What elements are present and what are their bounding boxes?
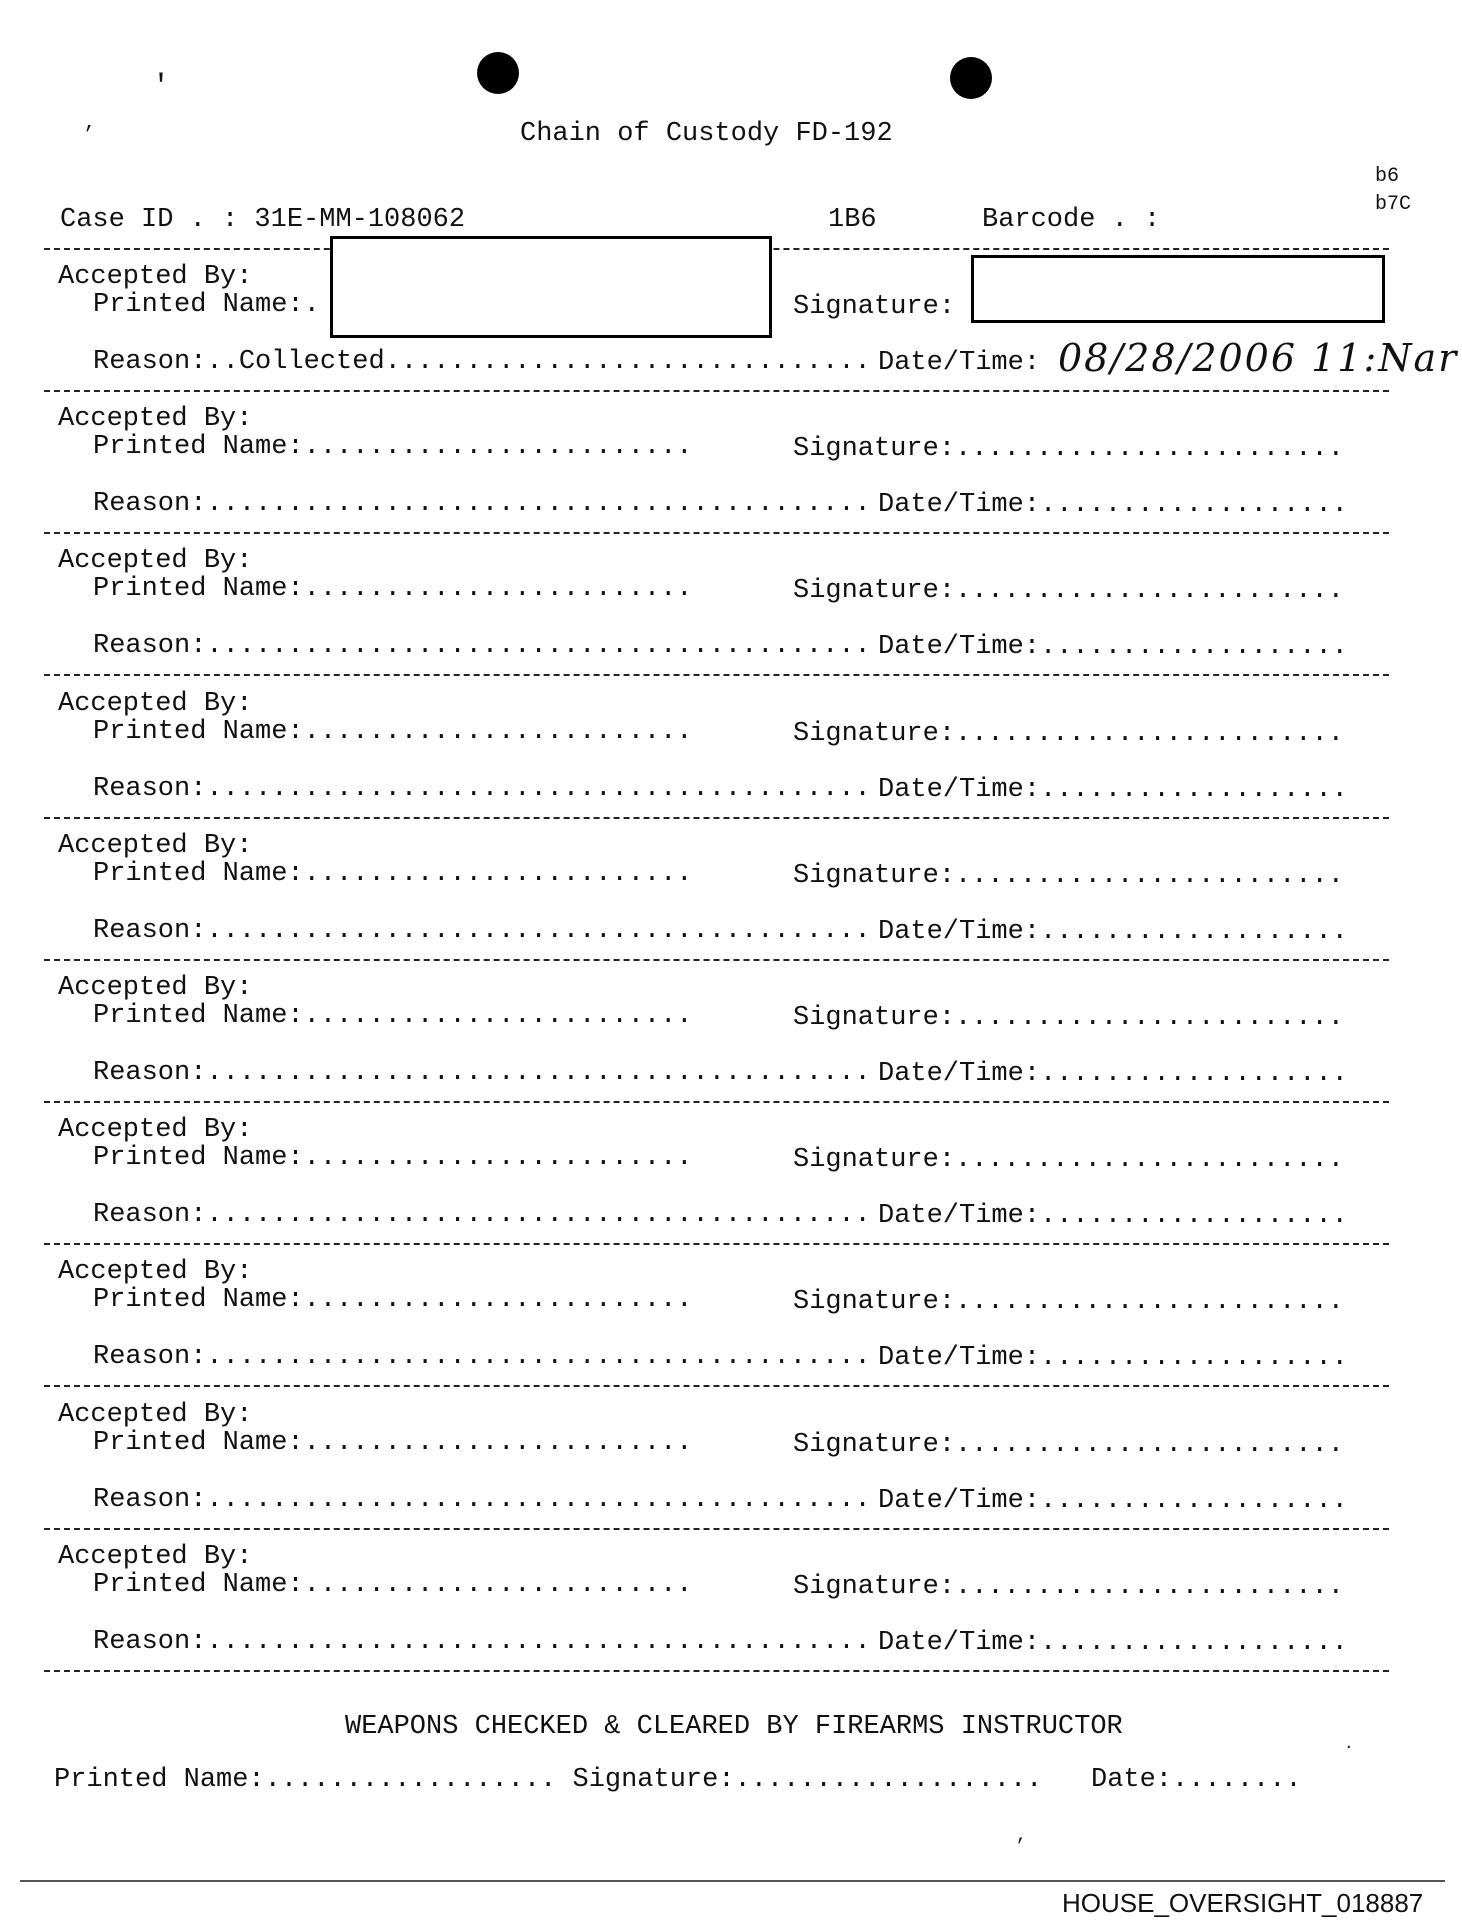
date-time-label: Date/Time:: [878, 1201, 1041, 1231]
date-time-label: Date/Time:: [878, 1486, 1041, 1516]
barcode-label: Barcode . :: [982, 205, 1161, 235]
reason-row: Reason:.........................................: [93, 631, 871, 661]
printed-name-row: Printed Name:.: [93, 290, 320, 320]
custody-entry: [0, 1400, 1462, 1542]
accepted-by-label: Accepted By:: [58, 1400, 253, 1430]
accepted-by-label: Accepted By:: [58, 689, 253, 719]
accepted-by-label: Accepted By:: [58, 1542, 253, 1572]
reason-row: Reason:..Collected..............................: [93, 347, 871, 377]
signature-row: Signature:........................: [793, 1430, 1344, 1460]
accepted-by-label: Accepted By:: [58, 973, 253, 1003]
separator-line: [44, 1528, 1389, 1530]
signature-label: Signature:: [793, 1287, 956, 1317]
reason-row: Reason:.........................................: [93, 774, 871, 804]
form-title: Chain of Custody FD-192: [520, 119, 893, 149]
date-time-row: Date/Time:...................: [878, 775, 1348, 805]
date-time-label: Date/Time:: [878, 1059, 1041, 1089]
custody-entry: [0, 1542, 1462, 1684]
printed-name-label: Printed Name:: [93, 290, 304, 320]
signature-row: Signature:........................: [793, 1145, 1344, 1175]
printed-name-row: Printed Name:........................: [93, 717, 693, 747]
date-time-row: Date/Time:...................: [878, 1486, 1348, 1516]
printed-name-label: Printed Name:: [93, 1001, 304, 1031]
reason-label: Reason:: [93, 631, 207, 661]
reason-label: Reason:: [93, 1485, 207, 1515]
date-time-label: Date/Time:: [878, 632, 1041, 662]
accepted-by-label: Accepted By:: [58, 1115, 253, 1145]
signature-label: Signature:: [793, 292, 956, 322]
reason-label: Reason:: [93, 774, 207, 804]
separator-line: [44, 674, 1389, 676]
date-time-row: Date/Time:...................: [878, 490, 1348, 520]
date-time-row: Date/Time:...................: [878, 1628, 1348, 1658]
signature-label: Signature:: [793, 861, 956, 891]
accepted-by-label: Accepted By:: [58, 831, 253, 861]
date-time-label: Date/Time:: [878, 348, 1041, 378]
redaction-box-printed-name: [330, 236, 772, 338]
custody-entry: [0, 831, 1462, 973]
stray-mark: .: [1344, 1735, 1354, 1753]
printed-name-label: Printed Name:: [93, 1285, 304, 1315]
signature-label: Signature:: [793, 719, 956, 749]
case-id: Case ID . : 31E-MM-108062: [60, 205, 466, 235]
reason-row: Reason:.........................................: [93, 1627, 871, 1657]
date-time-label: Date/Time:: [878, 775, 1041, 805]
weapons-heading: WEAPONS CHECKED & CLEARED BY FIREARMS INSTRUCTOR: [345, 1712, 1123, 1742]
printed-name-row: Printed Name:........................: [93, 859, 693, 889]
punch-hole-right: [950, 57, 992, 99]
printed-name-row: Printed Name:........................: [93, 1570, 693, 1600]
printed-name-label: Printed Name:: [93, 859, 304, 889]
signature-row: [793, 292, 955, 322]
separator-line: [44, 390, 1389, 392]
signature-row: Signature:........................: [793, 1003, 1344, 1033]
handwritten-date-time: 08/28/2006 11:Nar: [1058, 336, 1459, 380]
reason-label: Reason:: [93, 489, 207, 519]
date-time-row: Date/Time:...................: [878, 917, 1348, 947]
date-time-row: Date/Time:...................: [878, 1343, 1348, 1373]
exemption-code-b6: b6: [1375, 165, 1400, 188]
redaction-box-signature: [971, 255, 1385, 323]
document-footer-id: HOUSE_OVERSIGHT_018887: [1062, 1888, 1424, 1918]
exemption-code-b7c: b7C: [1375, 193, 1412, 216]
reason-row: Reason:.........................................: [93, 1200, 871, 1230]
date-time-row: [878, 348, 1040, 378]
signature-row: Signature:........................: [793, 861, 1344, 891]
printed-name-label: Printed Name:: [93, 1570, 304, 1600]
custody-entry: [0, 404, 1462, 546]
date-time-row: Date/Time:...................: [878, 1201, 1348, 1231]
printed-name-label: Printed Name:: [93, 432, 304, 462]
date-time-row: Date/Time:...................: [878, 632, 1348, 662]
date-time-label: Date/Time:: [878, 1343, 1041, 1373]
reason-row: Reason:.........................................: [93, 916, 871, 946]
signature-row: Signature:........................: [793, 576, 1344, 606]
reason-label: Reason:: [93, 1200, 207, 1230]
reason-label: Reason:: [93, 1342, 207, 1372]
custody-entry: [0, 546, 1462, 688]
accepted-by-label: Accepted By:: [58, 546, 253, 576]
printed-name-row: Printed Name:........................: [93, 1285, 693, 1315]
separator-line: [44, 1101, 1389, 1103]
custody-entry: [0, 1257, 1462, 1399]
separator-line: [44, 1385, 1389, 1387]
accepted-by-label: Accepted By:: [58, 404, 253, 434]
signature-label: Signature:: [793, 1430, 956, 1460]
weapons-date-label: Date:: [1091, 1765, 1173, 1795]
weapons-signature-label: Signature:: [572, 1765, 735, 1795]
reason-row: Reason:.........................................: [93, 1485, 871, 1515]
printed-name-label: Printed Name:: [93, 1428, 304, 1458]
signature-label: Signature:: [793, 1003, 956, 1033]
printed-name-row: Printed Name:........................: [93, 432, 693, 462]
separator-line: [44, 1243, 1389, 1245]
accepted-by-label: Accepted By:: [58, 262, 253, 292]
date-time-label: Date/Time:: [878, 490, 1041, 520]
printed-name-row: Printed Name:........................: [93, 1428, 693, 1458]
signature-label: Signature:: [793, 434, 956, 464]
signature-label: Signature:: [793, 1572, 956, 1602]
separator-line: [44, 1670, 1389, 1672]
separator-line: [44, 817, 1389, 819]
reason-row: Reason:.........................................: [93, 1342, 871, 1372]
custody-entry: [0, 1115, 1462, 1257]
stray-mark: ,: [1016, 1826, 1027, 1846]
date-time-label: Date/Time:: [878, 1628, 1041, 1658]
signature-label: Signature:: [793, 1145, 956, 1175]
accepted-by-label: Accepted By:: [58, 1257, 253, 1287]
date-time-row: Date/Time:...................: [878, 1059, 1348, 1089]
stray-mark: ,: [84, 112, 97, 135]
reason-row: Reason:.........................................: [93, 1058, 871, 1088]
reason-row: Reason:.........................................: [93, 489, 871, 519]
printed-name-row: Printed Name:........................: [93, 1001, 693, 1031]
punch-hole-left: [477, 52, 519, 94]
reason-label: Reason:: [93, 916, 207, 946]
item-code: 1B6: [828, 205, 877, 235]
signature-label: Signature:: [793, 576, 956, 606]
printed-name-row: Printed Name:........................: [93, 1143, 693, 1173]
separator-line: [44, 532, 1389, 534]
printed-name-label: Printed Name:: [93, 574, 304, 604]
signature-row: Signature:........................: [793, 719, 1344, 749]
printed-name-row: Printed Name:........................: [93, 574, 693, 604]
signature-row: Signature:........................: [793, 1287, 1344, 1317]
printed-name-label: Printed Name:: [93, 1143, 304, 1173]
weapons-printed-name-label: Printed Name:: [54, 1765, 265, 1795]
signature-row: Signature:........................: [793, 434, 1344, 464]
custody-entry: [0, 973, 1462, 1115]
separator-line: [44, 959, 1389, 961]
reason-label: Reason:: [93, 347, 207, 377]
reason-label: Reason:: [93, 1627, 207, 1657]
reason-label: Reason:: [93, 1058, 207, 1088]
page-edge: [20, 1880, 1445, 1882]
stray-mark: ': [152, 70, 171, 104]
printed-name-label: Printed Name:: [93, 717, 304, 747]
reason-value: ..Collected: [206, 347, 385, 377]
signature-row: Signature:........................: [793, 1572, 1344, 1602]
date-time-label: Date/Time:: [878, 917, 1041, 947]
weapons-printed-name-row: Printed Name:.................. Signature:................... Date:........: [54, 1765, 1302, 1795]
custody-entry: [0, 689, 1462, 831]
